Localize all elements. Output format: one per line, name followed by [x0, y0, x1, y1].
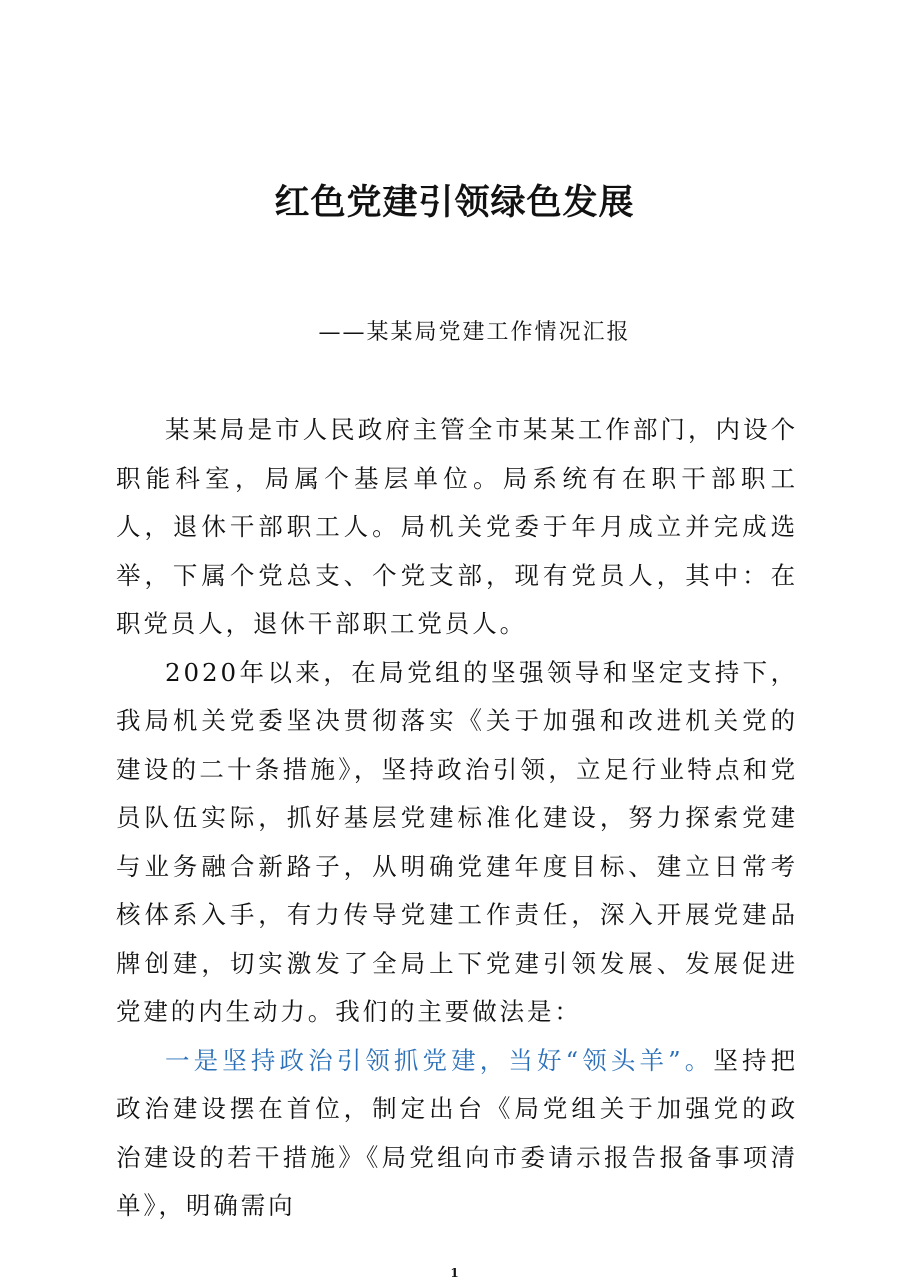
document-title: 红色党建引领绿色发展 [274, 182, 635, 223]
document-subtitle: ——某某局党建工作情况汇报 [318, 320, 631, 345]
paragraph-text: 2020年以来，在局党组的坚强领导和坚定支持下，我局机关党委坚决贯彻落实《关于加强和改进机关党的建设的二十条措施》，坚持政治引领，立足行业特点和党员队伍实际，抓好基层党建标准化建设，努力探索党建与业务融合新路子，从明确党建年度目标、建立日常考核体系入手，有力传导党建工作责任，深入开展党建品牌创建，切实激发了全局上下党建引领发展、发展促进党建的内生动力。我们的主要做法是： [116, 657, 798, 1026]
paragraph-text: 某某局是市人民政府主管全市某某工作部门，内设个职能科室，局属个基层单位。局系统有在职干部职工人，退休干部职工人。局机关党委于年月成立并完成选举，下属个党总支、个党支部，现有党员人，其中：在职党员人，退休干部职工党员人。 [116, 415, 798, 638]
section-heading-highlight: 一是坚持政治引领抓党建，当好“领头羊”。 [165, 1045, 714, 1075]
paragraph-since-2020 [116, 649, 798, 1037]
paragraph-political-leadership [116, 1037, 798, 1231]
paragraph-overview [116, 406, 798, 649]
paragraph-text: 坚持把政治建设摆在首位，制定出台《局党组关于加强党的政治建设的若干措施》《局党组向市委请示报告报备事项清单》，明确需向 [116, 1045, 798, 1220]
page-number: 1 [450, 1266, 459, 1280]
document-body [116, 406, 798, 1231]
